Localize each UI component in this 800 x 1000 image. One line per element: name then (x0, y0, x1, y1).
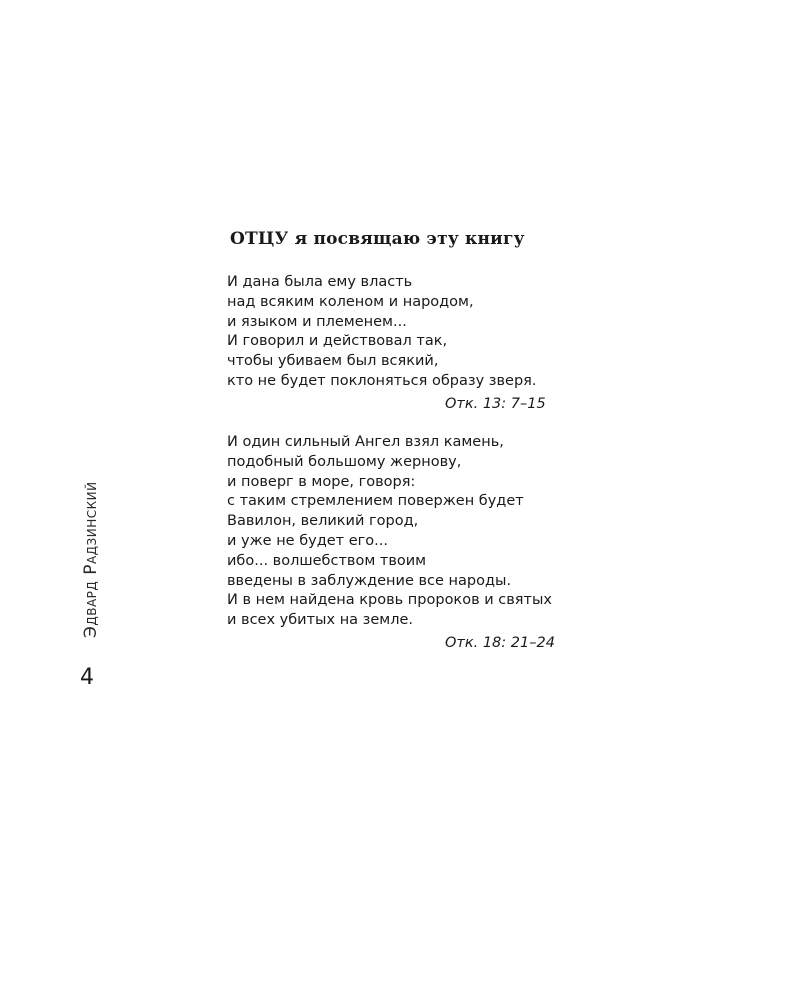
epigraph-line: И в нем найдена кровь пророков и святых (227, 592, 552, 609)
epigraph-line: чтобы убиваем был всякий, (227, 353, 439, 370)
epigraph-source: Отк. 13: 7–15 (445, 395, 546, 412)
epigraph-source: Отк. 18: 21–24 (445, 634, 555, 651)
author-first-name: Эдвард (81, 580, 101, 638)
dedication: ОТЦУ я посвящаю эту книгу (230, 229, 525, 249)
page-number: 4 (80, 665, 94, 690)
epigraph-line: с таким стремлением повержен будет (227, 493, 524, 510)
epigraph-line: ибо... волшебством твоим (227, 552, 427, 569)
running-head-author (81, 438, 101, 638)
epigraph-line: над всяким коленом и народом, (227, 293, 474, 310)
epigraph-line: Вавилон, великий город, (227, 513, 419, 530)
epigraph-2 (227, 433, 647, 654)
epigraph-line: и всех убитых на земле. (227, 612, 414, 629)
epigraph-line: и поверг в море, говоря: (227, 473, 416, 490)
epigraph-line: подобный большому жернову, (227, 453, 462, 470)
epigraph-line: введены в заблуждение все народы. (227, 572, 512, 589)
epigraph-line: И один сильный Ангел взял камень, (227, 434, 504, 450)
epigraph-1 (227, 273, 647, 415)
epigraph-line: и уже не будет его... (227, 532, 388, 549)
epigraph-line: и языком и племенем... (227, 313, 407, 330)
epigraph-line: кто не будет поклоняться образу зверя. (227, 372, 537, 389)
author-last-name: Радзинский (81, 481, 101, 575)
epigraph-line: И говорил и действовал так, (227, 333, 448, 350)
epigraph-line: И дана была ему власть (227, 274, 413, 290)
